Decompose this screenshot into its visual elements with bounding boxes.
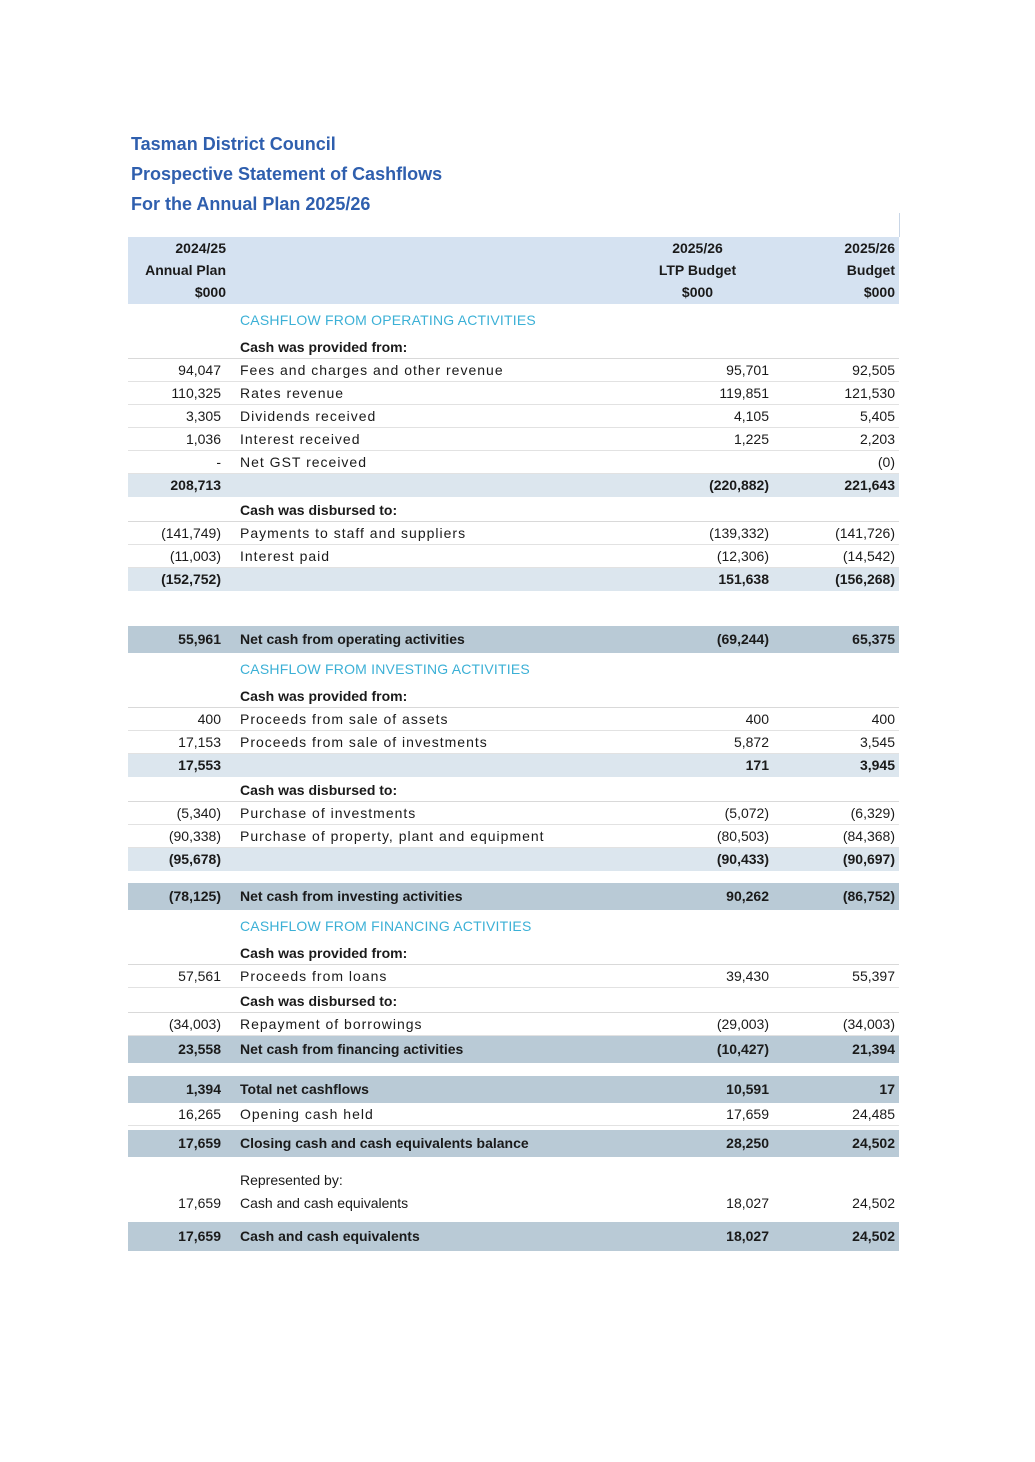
opening-cash-row: 16,265 Opening cash held 17,659 24,485 (128, 1103, 899, 1126)
section-heading: CASHFLOW FROM FINANCING ACTIVITIES (240, 918, 532, 934)
subheading: Cash was disbursed to: (128, 988, 899, 1013)
total-net-cashflows-row: 1,394 Total net cashflows 10,591 17 (128, 1076, 899, 1103)
subtotal-row: 208,713 (220,882) 221,643 (128, 474, 899, 497)
table-row: 94,047 Fees and charges and other revenue 95,701 92,505 (128, 359, 899, 382)
net-operating-row: 55,961 Net cash from operating activities (69,244) 65,375 (128, 626, 899, 653)
subheading: Cash was disbursed to: (128, 497, 899, 522)
cash-equivalents-total-row: 17,659 Cash and cash equivalents 18,027 24,502 (128, 1222, 899, 1251)
net-investing-row: (78,125) Net cash from investing activities 90,262 (86,752) (128, 883, 899, 910)
section-heading: CASHFLOW FROM INVESTING ACTIVITIES (240, 661, 530, 677)
spacer (128, 1157, 899, 1165)
table-row: 3,305 Dividends received 4,105 5,405 (128, 405, 899, 428)
cashflow-table (128, 237, 899, 1251)
net-financing-row: 23,558 Net cash from financing activities (10,427) 21,394 (128, 1036, 899, 1063)
table-row: (5,340) Purchase of investments (5,072) (6,329) (128, 802, 899, 825)
spacer (128, 1215, 899, 1222)
represented-by-label: Represented by: (240, 1172, 343, 1188)
table-header (128, 237, 899, 304)
table-row: 400 Proceeds from sale of assets 400 400 (128, 708, 899, 731)
spacer (128, 871, 899, 883)
header-budget: 2025/26 Budget $000 (844, 240, 895, 300)
spacer (128, 1063, 899, 1076)
statement-title: Prospective Statement of Cashflows (131, 164, 443, 184)
table-row: 17,153 Proceeds from sale of investments 5,872 3,545 (128, 731, 899, 754)
council-name: Tasman District Council (131, 134, 336, 154)
subheading: Cash was disbursed to: (128, 777, 899, 802)
table-row: - Net GST received (0) (128, 451, 899, 474)
section-heading: CASHFLOW FROM OPERATING ACTIVITIES (240, 312, 536, 328)
subtotal-row: (95,678) (90,433) (90,697) (128, 848, 899, 871)
table-row: 57,561 Proceeds from loans 39,430 55,397 (128, 965, 899, 988)
header-ltp-budget: 2025/26 LTP Budget $000 (658, 240, 737, 300)
document-titles (131, 129, 442, 219)
header-divider (899, 213, 900, 237)
table-row: (11,003) Interest paid (12,306) (14,542) (128, 545, 899, 568)
cash-equivalents-row: 17,659 Cash and cash equivalents 18,027 24,502 (178, 1195, 895, 1211)
spacer (128, 591, 899, 626)
table-row: 110,325 Rates revenue 119,851 121,530 (128, 382, 899, 405)
table-row: (34,003) Repayment of borrowings (29,003) (34,003) (128, 1013, 899, 1036)
subtotal-row: (152,752) 151,638 (156,268) (128, 568, 899, 591)
subtotal-row: 17,553 171 3,945 (128, 754, 899, 777)
header-annual-plan: 2024/25 Annual Plan $000 (145, 240, 226, 300)
subheading: Cash was provided from: (128, 334, 899, 359)
subheading: Cash was provided from: (128, 940, 899, 965)
subheading: Cash was provided from: (128, 683, 899, 708)
plan-subtitle: For the Annual Plan 2025/26 (131, 194, 371, 214)
table-row: (90,338) Purchase of property, plant and equipment (80,503) (84,368) (128, 825, 899, 848)
table-row: (141,749) Payments to staff and suppliers (139,332) (141,726) (128, 522, 899, 545)
closing-cash-row: 17,659 Closing cash and cash equivalents balance 28,250 24,502 (128, 1130, 899, 1157)
table-row: 1,036 Interest received 1,225 2,203 (128, 428, 899, 451)
